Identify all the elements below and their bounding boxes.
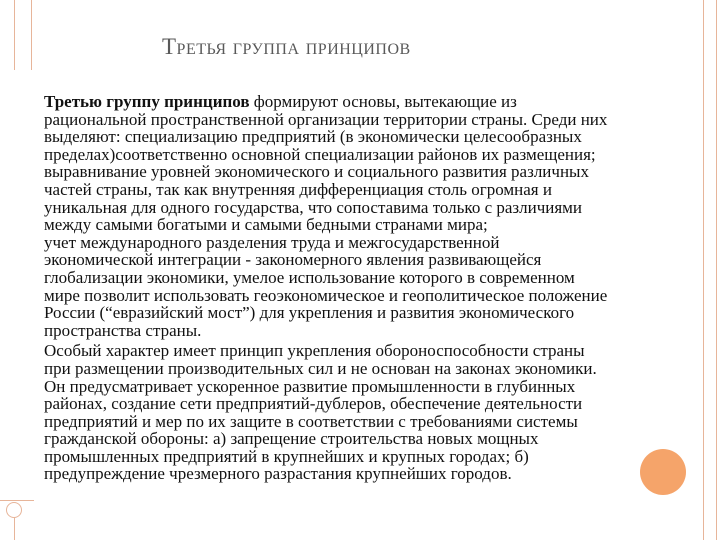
paragraph-2 — [44, 342, 710, 483]
paragraph-2-line: районах, создание сети предприятий-дублеров, обеспечение деятельности — [44, 394, 583, 414]
paragraph-1-line: мире позволит использовать геоэкономическое и геополитическое положение — [44, 285, 608, 305]
paragraph-2-line: Особый характер имеет принцип укрепления обороноспособности страны — [44, 341, 585, 361]
paragraph-2-line: гражданской обороны: а) запрещение строительства новых мощных — [44, 429, 539, 449]
paragraph-1-line: пространства страны. — [44, 320, 202, 340]
paragraph-1-lead-bold: Третью группу принципов — [44, 92, 250, 111]
paragraph-2-line: предупреждение чрезмерного разрастания крупнейших городов. — [44, 464, 512, 484]
paragraph-1-lead-rest: формируют основы, вытекающие из — [249, 92, 517, 111]
slide-title: Третья группа принципов — [162, 34, 411, 59]
paragraph-1-line: экономической интеграции - закономерного явления развивающейся — [44, 250, 542, 270]
paragraph-1-line: учет международного разделения труда и межгосударственной — [44, 232, 500, 252]
paragraph-1-line: рациональной пространственной организации территории страны. Среди них — [44, 109, 608, 129]
paragraph-1-line: России (“евразийский мост”) для укрепления и развития экономического — [44, 303, 575, 323]
frame-decoration-top-left — [14, 0, 32, 70]
paragraph-1-line: глобализации экономики, умелое использование которого в современном — [44, 267, 575, 287]
paragraph-2-line: при размещении производительных сил и не основан на законах экономики. — [44, 358, 597, 378]
paragraph-2-line: Он предусматривает ускоренное развитие промышленности в глубинных — [44, 376, 576, 396]
corner-circle-decoration — [6, 502, 22, 518]
paragraph-1-line: между самыми богатыми и самыми бедными странами мира; — [44, 215, 488, 235]
paragraph-2-line: промышленных предприятий в крупнейших и крупных городах; б) — [44, 446, 529, 466]
paragraph-1-line: частей страны, так как внутренняя дифференциация столь огромная и — [44, 179, 552, 199]
paragraph-1-line: уникальная для одного государства, что сопоставима только с различиями — [44, 197, 583, 217]
paragraph-1-line: выравнивание уровней экономического и социального развития различных — [44, 162, 589, 182]
slide-body — [44, 93, 710, 483]
paragraph-1-line: пределах)соответственно основной специализации районов их размещения; — [44, 144, 596, 164]
paragraph-1-first-line — [44, 93, 710, 111]
paragraph-2-line: предприятий и мер по их защите в соответствии с требованиями системы — [44, 411, 578, 431]
paragraph-1-line: выделяют: специализацию предприятий (в экономически целесообразных — [44, 127, 582, 147]
paragraph-1 — [44, 93, 710, 339]
